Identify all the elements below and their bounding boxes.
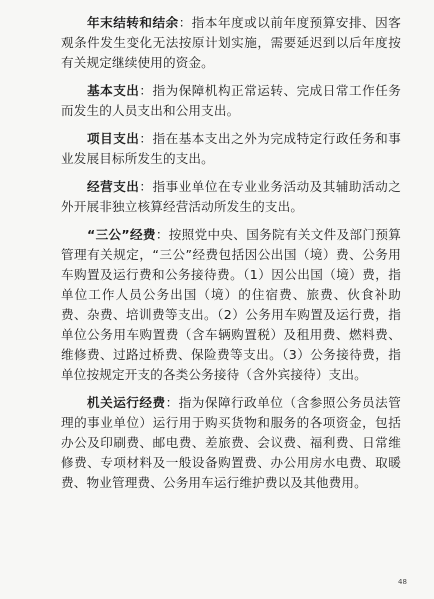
- term-label: 机关运行经费: [87, 395, 166, 410]
- term-label: 基本支出: [87, 83, 140, 98]
- definition-text: ：指在基本支出之外为完成特定行政任务和事业发展目标所发生的支出。: [61, 131, 402, 166]
- term-label: 经营支出: [87, 179, 140, 194]
- definition-text: ：指为保障行政单位（含参照公务员法管理的事业单位）运行用于购买货物和服务的各项资金，包括办公及印刷费、邮电费、差旅费、会议费、福利费、日常维修费、专项材料及一般设备购置费、办公用房水电费、取暖费、物业管理费、公务用车运行维护费以及其他费用。: [61, 395, 401, 490]
- definition-text: ：按照党中央、国务院有关文件及部门预算管理有关规定，“三公”经费包括因公出国（境）费、公务用车购置及运行费和公务接待费。（1）因公出国（境）费，指单位工作人员公务出国（境）的住宿费、旅费、伙食补助费、杂费、培训费等支出。（2）公务用车购置及运行费，指单位公务用车购置费（含车辆购置税）及租用费、燃料费、维修费、过路过桥费、保险费等支出。（3）公务接待费，指单位按规定开支的各类公务接待（含外宾接待）支出。: [61, 227, 401, 382]
- definition-agency-operating-funds: [61, 393, 401, 493]
- definition-project-expenditure: [61, 129, 401, 169]
- term-label: 年末结转和结余: [87, 15, 179, 30]
- definition-three-public-expenses: [61, 225, 401, 385]
- definition-text: ：指事业单位在专业业务活动及其辅助活动之外开展非独立核算经营活动所发生的支出。: [61, 179, 402, 214]
- definition-year-end-balance: [61, 13, 401, 73]
- definition-text: ：指本年度或以前年度预算安排、因客观条件发生变化无法按原计划实施，需要延迟到以后年度按有关规定继续使用的资金。: [61, 15, 401, 70]
- definition-text: ：指为保障机构正常运转、完成日常工作任务而发生的人员支出和公用支出。: [61, 83, 402, 118]
- term-label: “三公”经费: [87, 227, 156, 242]
- page-number: 48: [398, 578, 407, 586]
- definition-basic-expenditure: [61, 81, 401, 121]
- definition-operating-expenditure: [61, 177, 401, 217]
- term-label: 项目支出: [87, 131, 140, 146]
